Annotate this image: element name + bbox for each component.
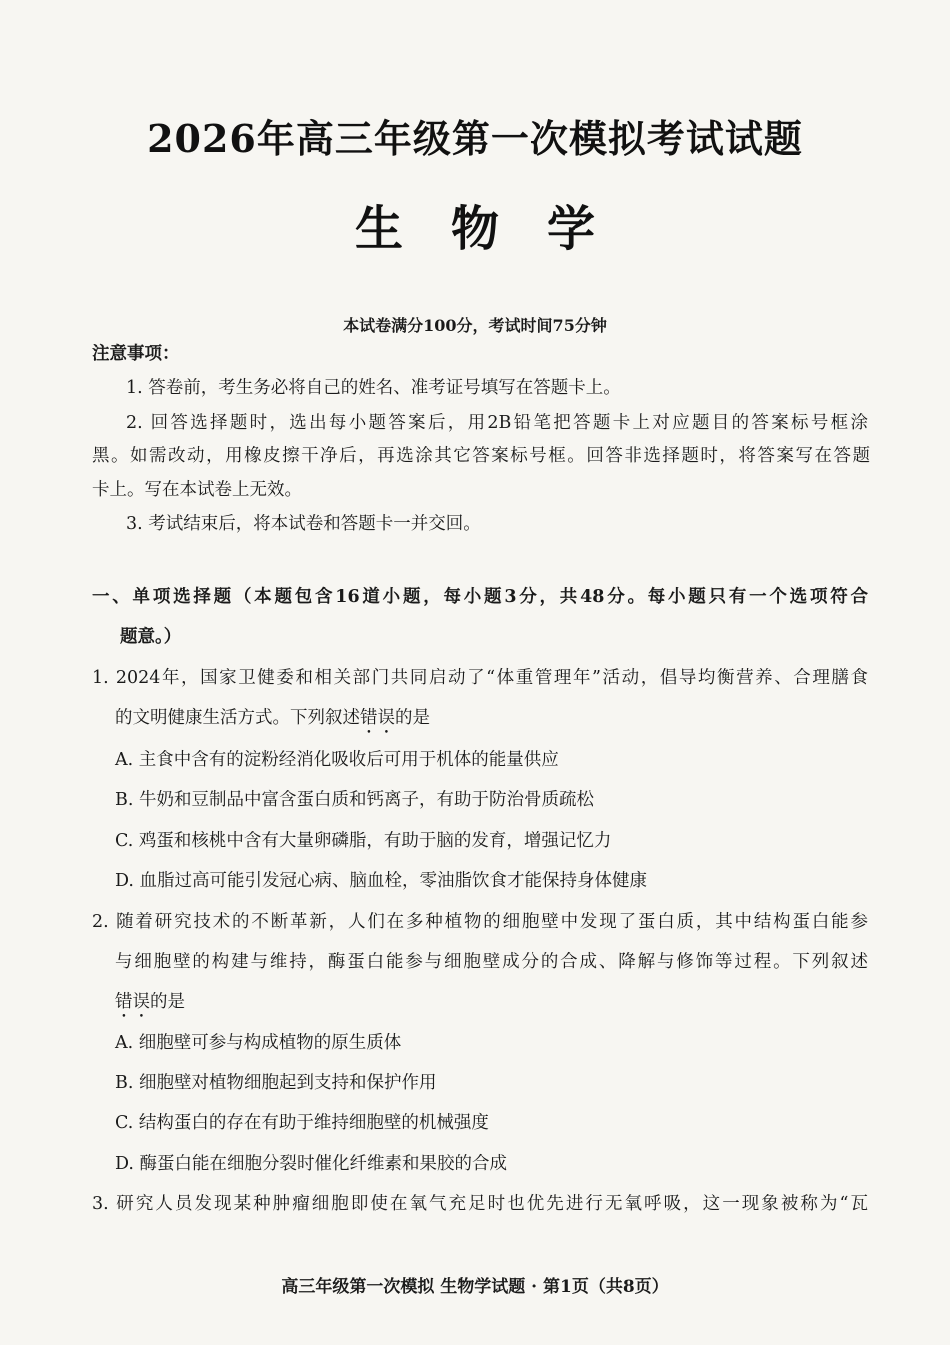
notice-item-3: 3. 考试结束后，将本试卷和答题卡一并交回。 [126,514,481,534]
question-2-option-a: A. 细胞壁可参与构成植物的原生质体 [115,1033,402,1053]
question-1-option-d: D. 血脂过高可能引发冠心病、脑血栓，零油脂饮食才能保持身体健康 [115,871,648,891]
page-footer: 高三年级第一次模拟 生物学试题 · 第1页（共8页） [281,1277,669,1297]
question-2-option-d: D. 酶蛋白能在细胞分裂时催化纤维素和果胶的合成 [115,1154,508,1174]
notice-heading: 注意事项： [92,344,180,364]
notice-item-1: 1. 答卷前，考生务必将自己的姓名、准考证号填写在答题卡上。 [126,378,621,398]
question-1-option-b: B. 牛奶和豆制品中富含蛋白质和钙离子，有助于防治骨质疏松 [115,790,594,810]
question-1-emphasis: 错误 [360,708,395,728]
question-1-option-a: A. 主食中含有的淀粉经消化吸收后可用于机体的能量供应 [115,750,559,770]
question-2-stem-line-2: 与细胞壁的构建与维持，酶蛋白能参与细胞壁成分的合成、降解与修饰等过程。下列叙述 [115,952,868,972]
notice-item-2-line-2: 黑。如需改动，用橡皮擦干净后，再选涂其它答案标号框。回答非选择题时，将答案写在答题 [92,446,870,466]
question-1-stem-line-1: 1. 2024年，国家卫健委和相关部门共同启动了“体重管理年”活动，倡导均衡营养、合理膳食 [92,668,868,688]
exam-title: 2026年高三年级第一次模拟考试试题 [147,116,803,161]
subject-title: 生物学 [354,201,643,257]
section-1-heading-cont: 题意。） [120,627,182,647]
question-2-stem-line-1: 2. 随着研究技术的不断革新，人们在多种植物的细胞壁中发现了蛋白质，其中结构蛋白能参 [92,912,868,932]
question-1-option-c: C. 鸡蛋和核桃中含有大量卵磷脂，有助于脑的发育，增强记忆力 [115,831,612,851]
question-2-option-b: B. 细胞壁对植物细胞起到支持和保护作用 [115,1073,437,1093]
exam-info: 本试卷满分100分，考试时间75分钟 [343,316,607,335]
question-2-stem-line-3 [115,990,185,1022]
question-1-stem-line-2 [115,706,430,738]
question-3-stem-line-1: 3. 研究人员发现某种肿瘤细胞即使在氧气充足时也优先进行无氧呼吸，这一现象被称为“瓦 [92,1194,868,1214]
question-2-emphasis: 错误 [115,992,150,1012]
question-1-stem-suffix: 的是 [395,708,430,728]
notice-item-2-line-1: 2. 回答选择题时，选出每小题答案后，用2B铅笔把答题卡上对应题目的答案标号框涂 [126,413,868,433]
question-1-stem-prefix: 的文明健康生活方式。下列叙述 [115,708,360,728]
section-1-heading: 一、单项选择题（本题包含16道小题，每小题3分，共48分。每小题只有一个选项符合 [92,587,868,607]
question-2-option-c: C. 结构蛋白的存在有助于维持细胞壁的机械强度 [115,1113,489,1133]
question-2-stem-suffix: 的是 [150,992,185,1012]
notice-item-2-line-3: 卡上。写在本试卷上无效。 [92,480,302,500]
